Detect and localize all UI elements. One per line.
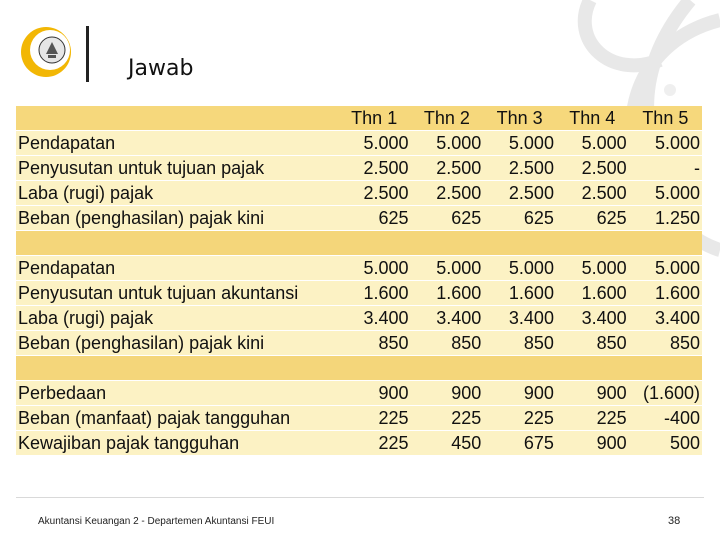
header-divider	[86, 26, 89, 82]
footer-text: Akuntansi Keuangan 2 - Departemen Akuntansi FEUI	[38, 516, 275, 527]
header-label-cell	[16, 106, 338, 131]
value-cell: 625	[338, 206, 411, 231]
table-row	[16, 406, 702, 431]
value-cell: 1.600	[556, 281, 629, 306]
table-row	[16, 281, 702, 306]
value-cell: 3.400	[411, 306, 484, 331]
value-cell: 2.500	[556, 181, 629, 206]
value-cell: 850	[629, 331, 702, 356]
table-row	[16, 156, 702, 181]
separator-cell	[16, 356, 702, 381]
section-separator	[16, 231, 702, 256]
row-label: Kewajiban pajak tangguhan	[16, 431, 338, 456]
value-cell: 2.500	[411, 156, 484, 181]
value-cell: 850	[556, 331, 629, 356]
value-cell: 5.000	[629, 131, 702, 156]
row-label: Pendapatan	[16, 256, 338, 281]
value-cell: 3.400	[483, 306, 556, 331]
value-cell: 3.400	[556, 306, 629, 331]
slide-title: Jawab	[128, 56, 194, 81]
table-row	[16, 331, 702, 356]
value-cell: 900	[338, 381, 411, 406]
table-row	[16, 306, 702, 331]
value-cell: 1.250	[629, 206, 702, 231]
value-cell: 1.600	[411, 281, 484, 306]
value-cell: 5.000	[556, 131, 629, 156]
row-label: Laba (rugi) pajak	[16, 306, 338, 331]
value-cell: -400	[629, 406, 702, 431]
value-cell: 5.000	[483, 131, 556, 156]
table-row	[16, 206, 702, 231]
row-label: Beban (penghasilan) pajak kini	[16, 331, 338, 356]
value-cell: 5.000	[338, 256, 411, 281]
footer-divider	[16, 497, 704, 498]
value-cell: 5.000	[483, 256, 556, 281]
value-cell: 900	[483, 381, 556, 406]
row-label: Beban (penghasilan) pajak kini	[16, 206, 338, 231]
value-cell: 2.500	[483, 156, 556, 181]
row-label: Pendapatan	[16, 131, 338, 156]
value-cell: 5.000	[556, 256, 629, 281]
value-cell: 5.000	[629, 256, 702, 281]
value-cell: 2.500	[411, 181, 484, 206]
value-cell: 225	[411, 406, 484, 431]
value-cell: 850	[338, 331, 411, 356]
section-separator	[16, 356, 702, 381]
value-cell: 2.500	[483, 181, 556, 206]
value-cell: 500	[629, 431, 702, 456]
row-label: Perbedaan	[16, 381, 338, 406]
value-cell: 625	[411, 206, 484, 231]
value-cell: 2.500	[556, 156, 629, 181]
value-cell: 625	[483, 206, 556, 231]
year-header: Thn 3	[483, 106, 556, 131]
year-header: Thn 4	[556, 106, 629, 131]
tax-comparison-table	[16, 106, 702, 456]
separator-cell	[16, 231, 702, 256]
value-cell: 2.500	[338, 181, 411, 206]
value-cell: 850	[483, 331, 556, 356]
value-cell: 5.000	[411, 131, 484, 156]
value-cell: 1.600	[629, 281, 702, 306]
table-row	[16, 131, 702, 156]
year-header: Thn 5	[629, 106, 702, 131]
university-logo	[16, 24, 72, 80]
value-cell: 5.000	[629, 181, 702, 206]
table-row	[16, 381, 702, 406]
table-header-row	[16, 106, 702, 131]
value-cell: 900	[556, 381, 629, 406]
value-cell: 675	[483, 431, 556, 456]
value-cell: (1.600)	[629, 381, 702, 406]
table-row	[16, 256, 702, 281]
value-cell: 5.000	[338, 131, 411, 156]
row-label: Laba (rugi) pajak	[16, 181, 338, 206]
value-cell: 850	[411, 331, 484, 356]
value-cell: 1.600	[483, 281, 556, 306]
value-cell: 2.500	[338, 156, 411, 181]
row-label: Penyusutan untuk tujuan akuntansi	[16, 281, 338, 306]
page-number: 38	[668, 515, 681, 527]
value-cell: 225	[556, 406, 629, 431]
value-cell: 900	[556, 431, 629, 456]
value-cell: 225	[338, 431, 411, 456]
value-cell: 3.400	[629, 306, 702, 331]
table-row	[16, 431, 702, 456]
table-row	[16, 181, 702, 206]
year-header: Thn 1	[338, 106, 411, 131]
value-cell: 5.000	[411, 256, 484, 281]
value-cell: 225	[483, 406, 556, 431]
year-header: Thn 2	[411, 106, 484, 131]
value-cell: 1.600	[338, 281, 411, 306]
row-label: Penyusutan untuk tujuan pajak	[16, 156, 338, 181]
value-cell: -	[629, 156, 702, 181]
value-cell: 900	[411, 381, 484, 406]
value-cell: 225	[338, 406, 411, 431]
value-cell: 3.400	[338, 306, 411, 331]
value-cell: 450	[411, 431, 484, 456]
row-label: Beban (manfaat) pajak tangguhan	[16, 406, 338, 431]
value-cell: 625	[556, 206, 629, 231]
